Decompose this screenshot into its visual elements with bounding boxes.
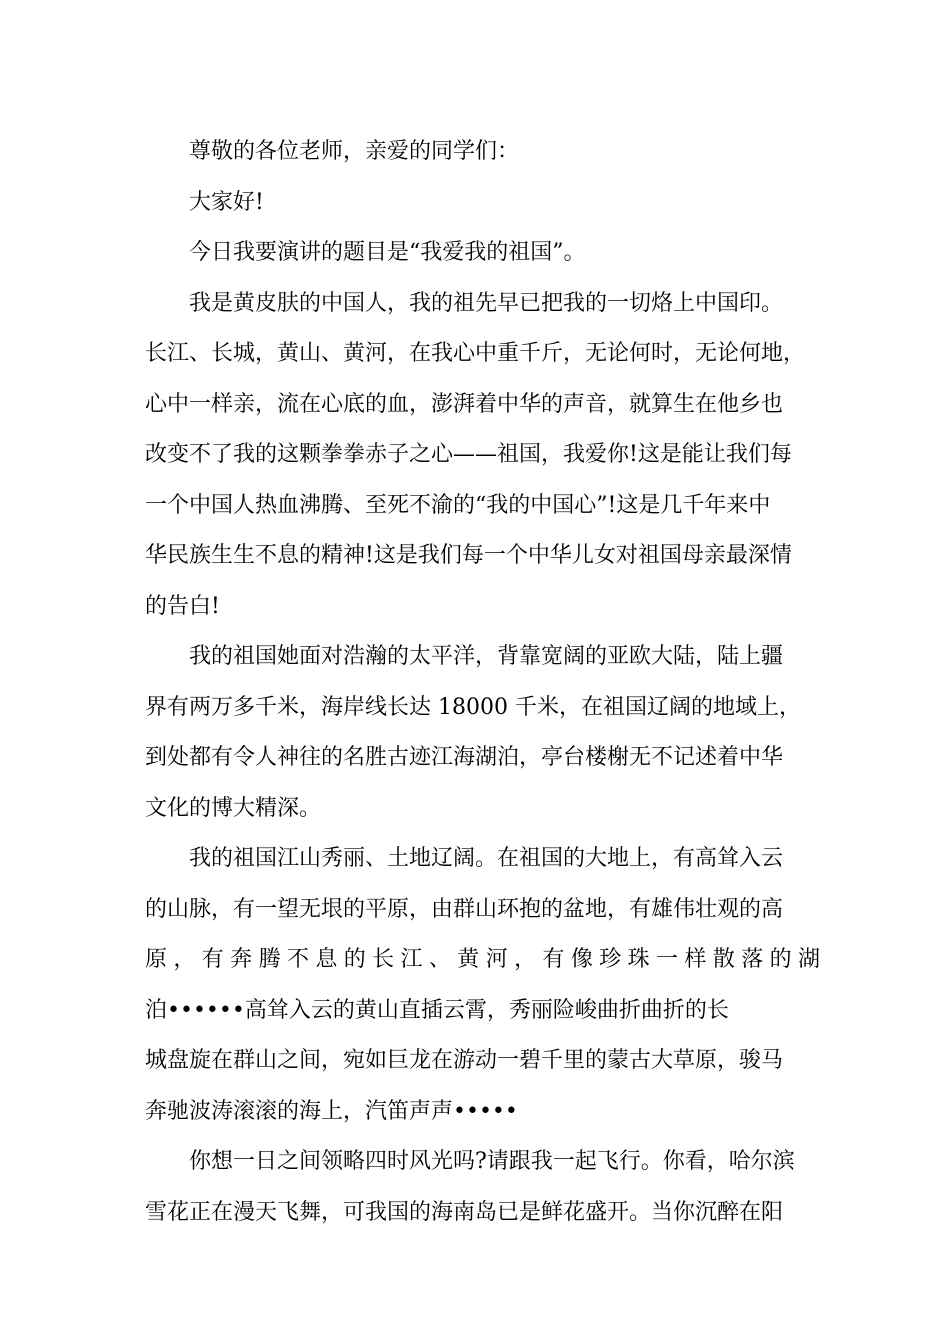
- justified-text-line: 原 ， 有 奔 腾 不 息 的 长 江 、 黄 河 ， 有 像 珍 珠 一 样 散 落 的 湖: [145, 947, 820, 972]
- text-line: 的告白!: [145, 593, 220, 619]
- text-line: 雪花正在漫天飞舞，可我国的海南岛已是鲜花盛开。当你沉醉在阳: [145, 1199, 784, 1225]
- text-line: 的山脉，有一望无垠的平原，由群山环抱的盆地，有雄伟壮观的高: [145, 896, 784, 922]
- text-line: 一个中国人热血沸腾、至死不渝的“我的中国心”!这是几千年来中: [145, 492, 771, 518]
- text-line: 我的祖国江山秀丽、土地辽阔。在祖国的大地上，有高耸入云: [189, 846, 784, 871]
- text-line: 城盘旋在群山之间，宛如巨龙在游动一碧千里的蒙古大草原，骏马: [145, 1048, 784, 1073]
- text-line: 我的祖国她面对浩瀚的太平洋，背靠宽阔的亚欧大陆，陆上疆: [189, 644, 784, 669]
- text-line: 尊敬的各位老师，亲爱的同学们：: [189, 139, 520, 164]
- body-paragraph-3: [145, 834, 820, 1137]
- text-line: 心中一样亲，流在心底的血，澎湃着中华的声音，就算生在他乡也: [145, 391, 784, 417]
- text-line: 改变不了我的这颗拳拳赤子之心——祖国，我爱你!这是能让我们每: [145, 442, 792, 467]
- speech-text: [145, 127, 820, 1238]
- text-line: 奔驰波涛滚滚的海上，汽笛声声•••••: [145, 1098, 518, 1124]
- text-line: 长江、长城，黄山、黄河，在我心中重千斤，无论何时，无论何地，: [145, 341, 806, 366]
- text-line: 我是黄皮肤的中国人，我的祖先早已把我的一切烙上中国印。: [189, 290, 784, 316]
- text-line: 到处都有令人神往的名胜古迹江海湖泊，亭台楼榭无不记述着中华: [145, 745, 784, 770]
- topic-paragraph: [145, 228, 820, 279]
- text-line: 界有两万多千米，海岸线长达 18000 千米，在祖国辽阔的地域上，: [145, 694, 801, 720]
- text-line: 你想一日之间领略四时风光吗?请跟我一起飞行。你看，哈尔滨: [189, 1149, 795, 1174]
- text-line: 华民族生生不息的精神!这是我们每一个中华儿女对祖国母亲最深情: [145, 543, 792, 568]
- salutation-paragraph: [145, 127, 820, 178]
- text-line: 文化的博大精深。: [145, 795, 322, 821]
- text-line: 今日我要演讲的题目是“我爱我的祖国”。: [189, 240, 586, 265]
- greeting-paragraph: [145, 178, 820, 229]
- text-line: 泊••••••高耸入云的黄山直插云霄，秀丽险峻曲折曲折的长: [145, 997, 729, 1023]
- body-paragraph-2: [145, 632, 820, 834]
- text-line: 大家好!: [189, 189, 264, 215]
- body-paragraph-4: [145, 1137, 820, 1238]
- body-paragraph-1: [145, 279, 820, 633]
